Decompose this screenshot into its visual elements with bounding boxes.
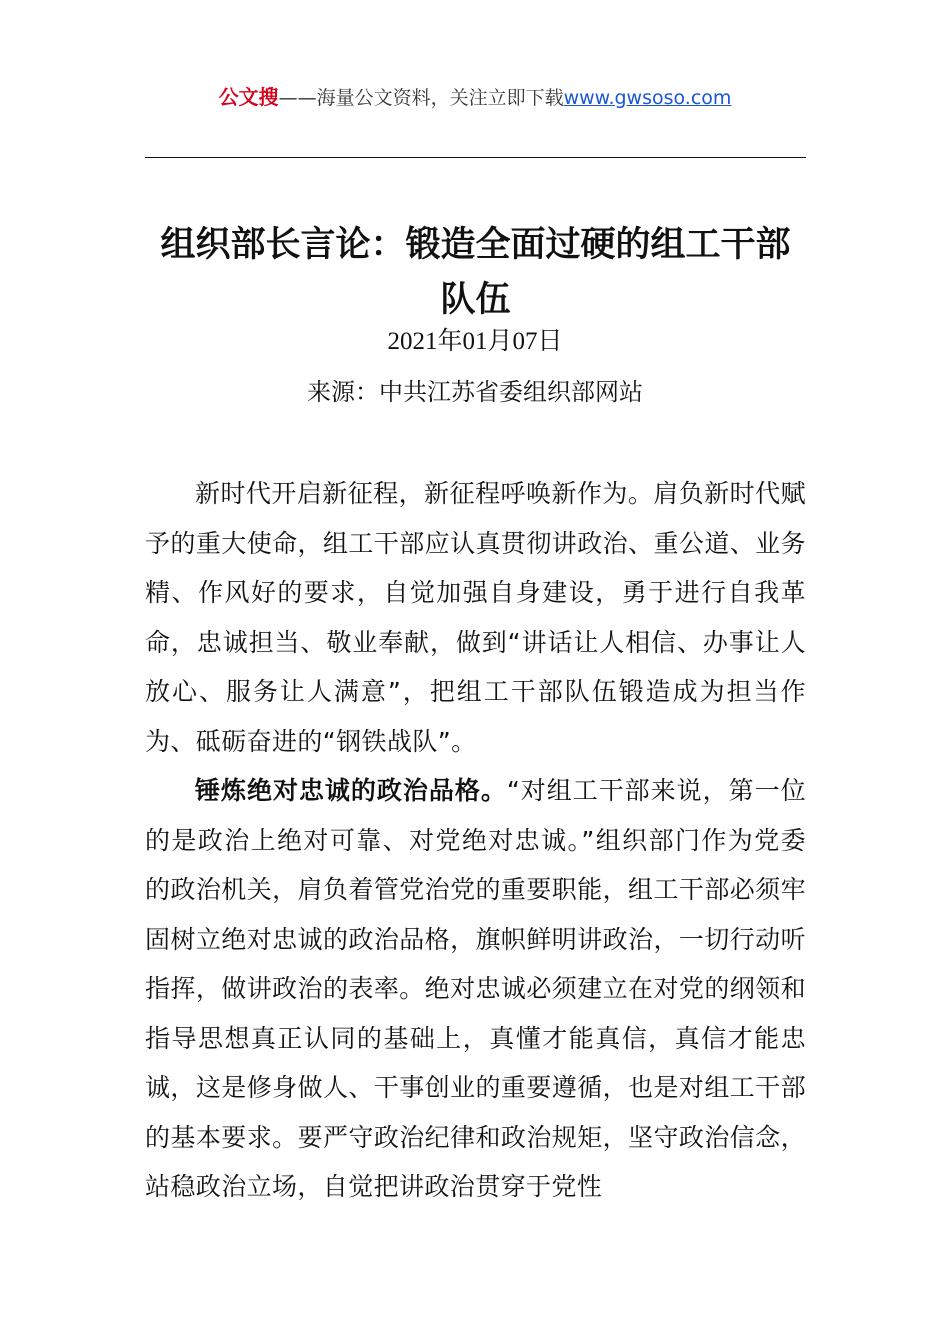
article-source: 来源：中共江苏省委组织部网站 [307,378,643,406]
body-paragraph [145,469,806,766]
paragraph-text: “对组工干部来说，第一位的是政治上绝对可靠、对党绝对忠诚。”组织部门作为党委的政治机关，肩负着管党治党的重要职能，组工干部必须牢固树立绝对忠诚的政治品格，旗帜鲜明讲政治，一切行动听指挥，做讲政治的表率。绝对忠诚必须建立在对党的纲领和指导思想真正认同的基础上，真懂才能真信，真信才能忠诚，这是修身做人、干事创业的重要遵循，也是对组工干部的基本要求。要严守政治纪律和政治规矩，坚守政治信念，站稳政治立场，自觉把讲政治贯穿于党性 [145,776,806,1201]
paragraph-lead-heading: 锤炼绝对忠诚的政治品格。 [195,776,507,805]
website-link[interactable]: www.gwsoso.com [563,87,732,109]
brand-logo-text: 公文搜 [218,85,279,109]
article-date: 2021年01月07日 [387,328,563,355]
article-body [145,469,806,1212]
header-tagline: ——海量公文资料，关注立即下载 [278,87,564,109]
header-divider [145,157,806,158]
paragraph-text: 新时代开启新征程，新征程呼唤新作为。肩负新时代赋予的重大使命，组工干部应认真贯彻讲政治、重公道、业务精、作风好的要求，自觉加强自身建设，勇于进行自我革命，忠诚担当、敬业奉献，做到“讲话让人相信、办事让人放心、服务让人满意”，把组工干部队伍锻造成为担当作为、砥砺奋进的“钢铁战队”。 [145,479,806,756]
article-title: 组织部长言论：锻造全面过硬的组工干部队伍 [160,225,791,320]
body-paragraph [145,766,806,1212]
site-header [0,82,950,113]
